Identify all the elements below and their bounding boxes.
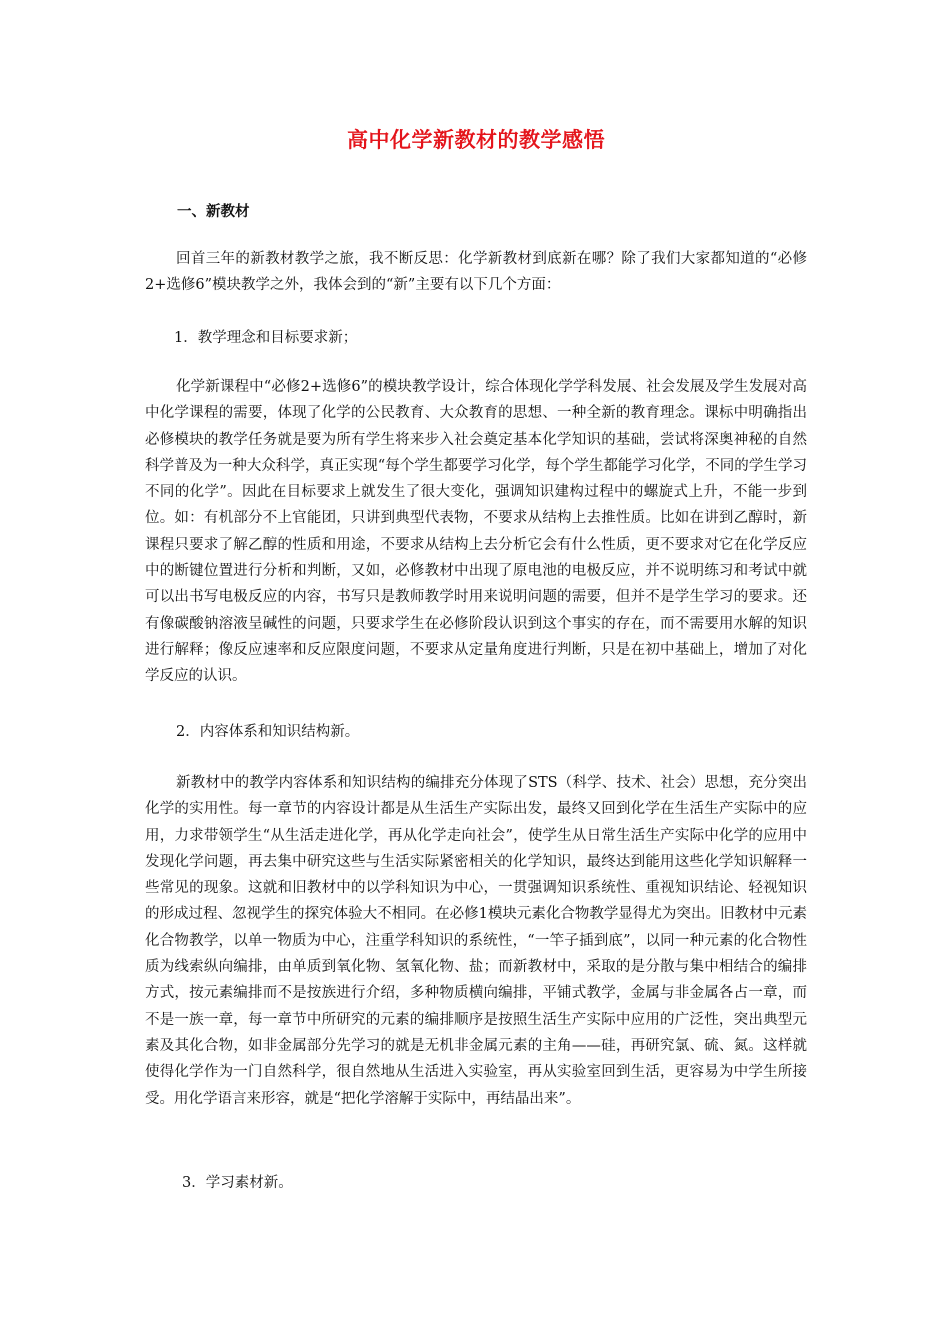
intro-paragraph: 回首三年的新教材教学之旅，我不断反思：化学新教材到底新在哪？除了我们大家都知道的“必修2+选修6”模块教学之外，我体会到的“新”主要有以下几个方面：	[145, 251, 807, 294]
section-heading-new-textbook: 一、新教材	[177, 203, 250, 220]
item1-paragraph: 化学新课程中“必修2+选修6”的模块教学设计，综合体现化学学科发展、社会发展及学生发展对高中化学课程的需要，体现了化学的公民教育、大众教育的思想、一种全新的教育理念。课标中明确指出必修模块的教学任务就是要为所有学生将来步入社会奠定基本化学知识的基础，尝试将深奥神秘的自然科学普及为一种大众科学，真正实现“每个学生都要学习化学，每个学生都能学习化学，不同的学生学习不同的化学”。因此在目标要求上就发生了很大变化，强调知识建构过程中的螺旋式上升，不能一步到位。如：有机部分不上官能团，只讲到典型代表物，不要求从结构上去推性质。比如在讲到乙醇时，新课程只要求了解乙醇的性质和用途，不要求从结构上去分析它会有什么性质，更不要求对它在化学反应中的断键位置进行分析和判断，又如，必修教材中出现了原电池的电极反应，并不说明练习和考试中就可以出书写电极反应的内容，书写只是教师教学时用来说明问题的需要，但并不是学生学习的要求。还有像碳酸钠溶液呈碱性的问题，只要求学生在必修阶段认识到这个事实的存在，而不需要用水解的知识进行解释；像反应速率和反应限度问题，不要求从定量角度进行判断，只是在初中基础上，增加了对化学反应的认识。	[145, 379, 807, 685]
item2-heading: 2．内容体系和知识结构新。	[176, 724, 360, 740]
item3-heading: 3．学习素材新。	[182, 1175, 293, 1191]
item2-paragraph: 新教材中的教学内容体系和知识结构的编排充分体现了STS（科学、技术、社会）思想，充分突出化学的实用性。每一章节的内容设计都是从生活生产实际出发，最终又回到化学在生活生产实际中的应用，力求带领学生“从生活走进化学，再从化学走向社会”，使学生从日常生活生产实际中化学的应用中发现化学问题，再去集中研究这些与生活实际紧密相关的化学知识，最终达到能用这些化学知识解释一些常见的现象。这就和旧教材中的以学科知识为中心，一贯强调知识系统性、重视知识结论、轻视知识的形成过程、忽视学生的探究体验大不相同。在必修1模块元素化合物教学显得尤为突出。旧教材中元素化合物教学，以单一物质为中心，注重学科知识的系统性，“一竿子插到底”，以同一种元素的化合物性质为线索纵向编排，由单质到氧化物、氢氧化物、盐；而新教材中，采取的是分散与集中相结合的编排方式，按元素编排而不是按族进行介绍，多种物质横向编排，平铺式教学，金属与非金属各占一章，而不是一族一章，每一章节中所研究的元素的编排顺序是按照生活生产实际中应用的广泛性，突出典型元素及其化合物，如非金属部分先学习的就是无机非金属元素的主角——硅，再研究氯、硫、氮。这样就使得化学作为一门自然科学，很自然地从生活进入实验室，再从实验室回到生活，更容易为中学生所接受。用化学语言来形容，就是“把化学溶解于实际中，再结晶出来”。	[145, 775, 807, 1107]
document-title: 高中化学新教材的教学感悟	[347, 127, 605, 152]
item1-heading: 1．教学理念和目标要求新；	[174, 330, 358, 346]
